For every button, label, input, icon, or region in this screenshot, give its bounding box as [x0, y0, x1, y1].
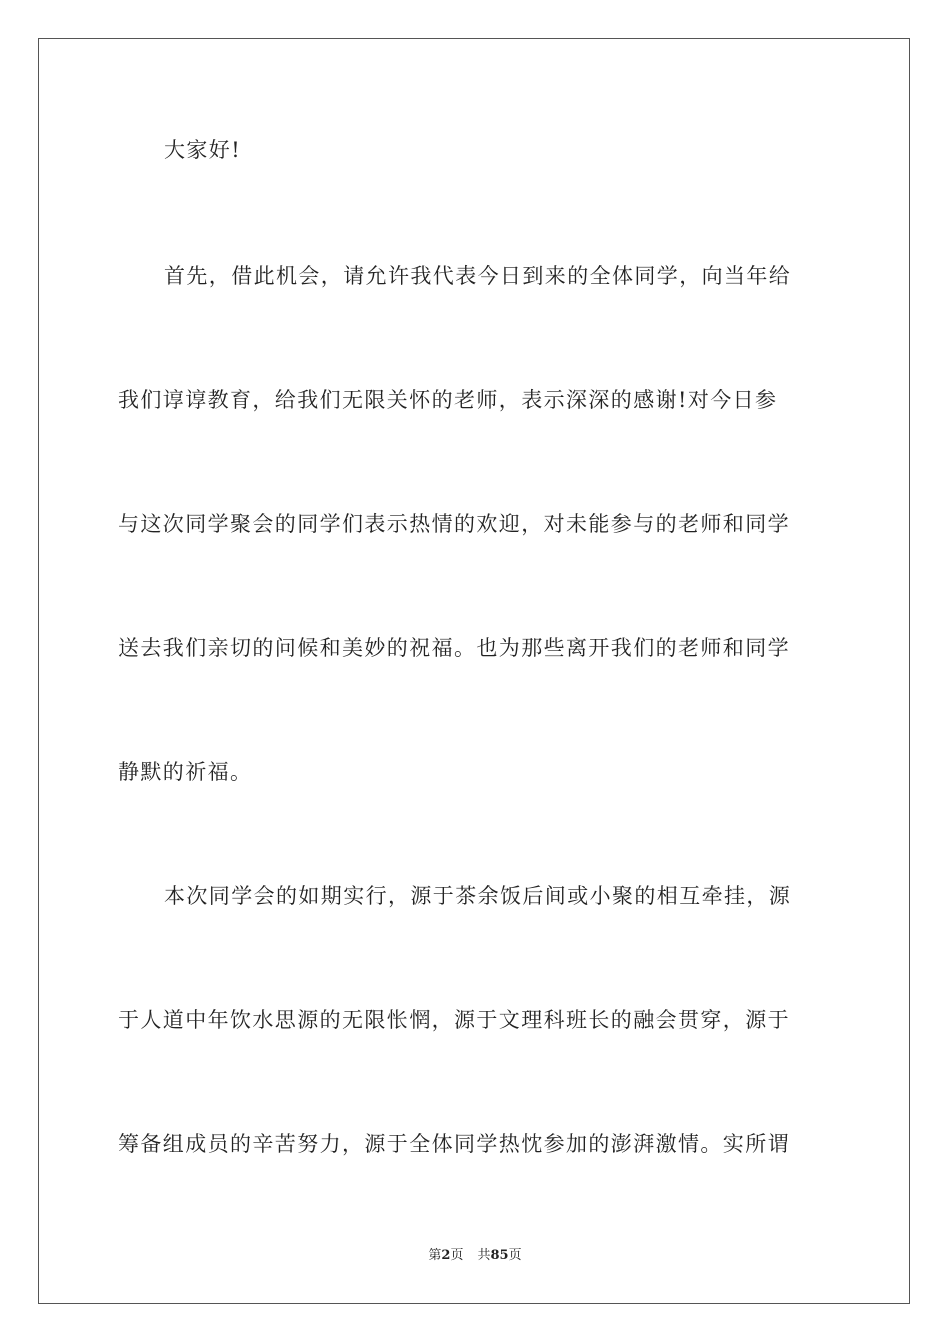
paragraph-2-line-2: 于人道中年饮水思源的无限怅惘，源于文理科班长的融会贯穿，源于: [118, 1008, 790, 1032]
page-suffix: 页: [450, 1248, 464, 1263]
paragraph-2-line-3: 筹备组成员的辛苦努力，源于全体同学热忱参加的澎湃激情。实所谓: [118, 1132, 790, 1156]
page-prefix: 第: [428, 1248, 442, 1263]
paragraph-1-line-1: 首先，借此机会，请允许我代表今日到来的全体同学，向当年给: [164, 264, 792, 288]
paragraph-1-line-4: 送去我们亲切的问候和美妙的祝福。也为那些离开我们的老师和同学: [118, 636, 790, 660]
page-footer: [0, 1247, 950, 1265]
total-prefix: 共: [477, 1248, 491, 1263]
page-border: [38, 38, 910, 1304]
total-suffix: 页: [508, 1248, 522, 1263]
paragraph-1-line-3: 与这次同学聚会的同学们表示热情的欢迎，对未能参与的老师和同学: [118, 512, 790, 536]
paragraph-1-line-5: 静默的祈福。: [118, 760, 253, 784]
paragraph-1-line-2: 我们谆谆教育，给我们无限关怀的老师，表示深深的感谢!对今日参: [118, 388, 778, 412]
greeting-line: 大家好!: [164, 138, 242, 162]
total-pages: 85: [490, 1248, 509, 1263]
page-number: 2: [441, 1248, 451, 1263]
paragraph-2-line-1: 本次同学会的如期实行，源于茶余饭后间或小聚的相互牵挂，源: [164, 884, 792, 908]
